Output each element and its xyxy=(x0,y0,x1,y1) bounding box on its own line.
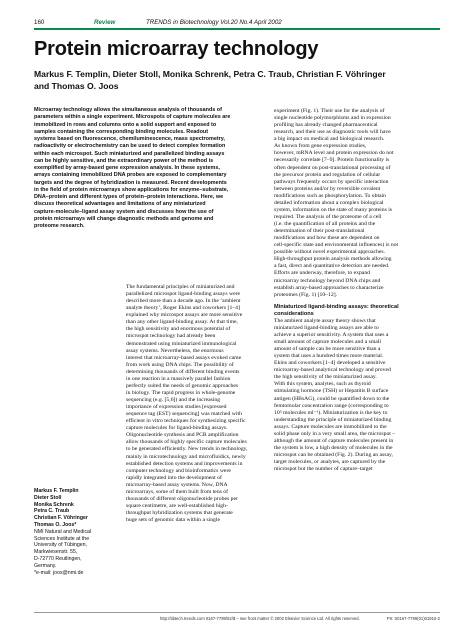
author-line: and Thomas O. Joos xyxy=(34,81,119,91)
body-text-line: a big impact on medical and biological research. xyxy=(274,136,385,143)
abstract-line: arrays containing immobilized DNA probes are exposed to complementary xyxy=(34,172,227,179)
abstract-line: in the field of protein microarrays show applications for enzyme–substrate, xyxy=(34,186,229,193)
body-text-line: microspot technology had already been xyxy=(126,333,216,340)
body-text-line: microspot but the number of capture–target xyxy=(274,466,373,473)
body-text-line: sequencing (e.g. [5,6]) and the increasing xyxy=(126,397,221,403)
body-text-line: achieve a superior sensitivity. A system that uses a xyxy=(274,331,389,338)
article-title: Protein microarray technology xyxy=(34,38,319,60)
body-text-line: assay systems. Nevertheless, the enormous xyxy=(126,347,224,354)
body-text-line: interest that microarray-based assays evoked came xyxy=(126,354,242,361)
affiliation-address-line: Markwiesenstr. 55, xyxy=(34,549,78,556)
body-text-line: pathways frequently occurs by specific interaction xyxy=(274,178,389,185)
body-text-line: cell-specific state and environmental influences) is not xyxy=(274,242,399,249)
affiliation-address-line: Sciences Institute at the xyxy=(34,535,90,542)
body-text-line: modifications and how these are dependent on xyxy=(274,235,380,242)
body-text-line: assays. Capture molecules are immobilized to the xyxy=(274,423,387,430)
body-text-line: in one reaction in a massively parallel fashion xyxy=(126,375,231,382)
body-text-line: The fundamental principles of miniaturized and xyxy=(126,284,235,290)
affiliation-name: Dieter Stoll xyxy=(34,494,62,501)
body-text-line: demonstrated using miniaturized immunological xyxy=(126,340,237,347)
body-text-line: single nucleotide polymorphisms and in expression xyxy=(274,115,391,122)
body-text-line: antigen (HBsAG), could be quantified down to the xyxy=(274,395,390,402)
abstract-line: proteome research. xyxy=(34,223,85,229)
affiliation-name: Monika Schrenk xyxy=(34,501,74,508)
body-text-line: importance of expression studies [expressed xyxy=(126,404,227,411)
body-text-line: however, mRNA level and protein expression do not xyxy=(274,150,394,157)
body-text-line: experiment (Fig. 1). Their use for the analysis of xyxy=(274,108,385,114)
affiliation-address-line: University of Tübingen, xyxy=(34,542,87,549)
body-text-line: solid phase only in a very small area, the microspot – xyxy=(274,430,396,437)
body-text-line: capture molecules for ligand-binding assays. xyxy=(126,425,228,432)
body-text-line: microarray-based analytical technology and proved xyxy=(274,367,391,374)
body-text-line: determination of their post-translational xyxy=(274,228,365,235)
body-text-line: determining thousands of different binding events xyxy=(126,368,240,375)
footer-pii: PII: S0167-7799(01)01910-2 xyxy=(386,616,440,621)
body-text-line: parallelized microspot ligand-binding assays were xyxy=(126,291,241,298)
abstract-line: within each microspot. Such miniaturized and parallelized binding assays xyxy=(34,150,225,157)
body-text-line: a fast, direct and quantitative detection are needed. xyxy=(274,263,390,270)
body-text-line: from work using DNA chips. The possibility of xyxy=(126,361,234,368)
abstract-line: discuss theoretical advantages and limitations of any miniaturized xyxy=(34,201,206,208)
body-text-line: 10⁵ molecules ml⁻¹). Miniaturization is the key to xyxy=(274,409,388,416)
body-text-line: Efforts are underway, therefore, to expand xyxy=(274,270,371,277)
body-text-line: sequence tag (EST) sequencing] was matched with xyxy=(126,411,242,418)
affiliation-address-line: D-72770 Reutlingen, xyxy=(34,555,82,562)
body-text-line: modifications such as phosphorylation. To obtain xyxy=(274,192,386,199)
abstract-line: radioactivity or electrochemistry can be used to detect complex formation xyxy=(34,143,226,150)
body-text-line: the system is low, a high density of molecules in the xyxy=(274,444,393,451)
body-text-line: establish array-based approaches to characterize xyxy=(274,284,384,291)
body-text-line: microarray-based assay systems. Now, DNA xyxy=(126,481,228,488)
body-text-line: amount of sample can be more sensitive than a xyxy=(274,346,381,353)
body-text-line: rapidly integrated into the development of xyxy=(126,474,222,481)
author-affiliation xyxy=(34,488,120,576)
body-text-line: With this system, analytes, such as thyroid xyxy=(274,381,371,388)
body-text-line: system that uses a hundred times more material. xyxy=(274,353,384,360)
body-text-line: understanding the principle of miniaturized binding xyxy=(274,416,392,423)
body-text-line: mainly in microtechnology and microfluidics, newly xyxy=(126,453,246,460)
body-text-line: target molecules, or analytes, are captured by the xyxy=(274,459,386,466)
body-text-line: in biology. The rapid progress in whole-genome xyxy=(126,389,236,396)
affiliation-name: Christian F. Vöhringer xyxy=(34,515,88,522)
body-text-line: As known from gene expression studies, xyxy=(274,143,367,150)
body-text-line: High-throughput protein analysis methods allowing xyxy=(274,256,392,263)
body-text-line: square centimetre, are well-established high- xyxy=(126,502,228,509)
body-text-line: established detection systems and improvements in xyxy=(126,460,243,467)
body-text-line: miniaturized ligand-binding assays are able to xyxy=(274,324,379,331)
abstract-line: capture-molecule–ligand assay system and discusses how the use of xyxy=(34,208,214,215)
abstract-line: can be highly sensitive, and the extraordinary power of the method is xyxy=(34,157,214,164)
body-text-line: possible without novel experimental approaches. xyxy=(274,249,386,256)
body-text-line: allow thousands of highly specific capture molecules xyxy=(126,439,247,446)
section-heading-line: Miniaturized ligand-binding assays: theoretical xyxy=(274,303,399,310)
author-list xyxy=(34,68,440,92)
affiliation-email: *e-mail: joos@nmi.de xyxy=(34,569,84,576)
body-text-line: explained why microspot assays are more sensitive xyxy=(126,312,243,319)
body-text-line: efficient in vitro techniques for synthesizing specific xyxy=(126,418,246,425)
affiliation-name: Markus F. Templin xyxy=(34,488,79,494)
body-text-line: often dependent on post-translational processing of xyxy=(274,164,391,171)
footer-copyright: http://tibtech.trends.com 0167-7799/02/$ – see front matter © 2002 Elsevier Science Ltd. All rights reserved. xyxy=(160,616,360,621)
body-text-line: (i.e. the quantification of all proteins and the xyxy=(274,221,376,227)
body-text-line: proteomes (Fig. 1) [10–12]. xyxy=(274,291,338,298)
body-column-right xyxy=(274,108,444,473)
author-line: Markus F. Templin, Dieter Stoll, Monika Schrenk, Petra C. Traub, Christian F. Vöhringer xyxy=(34,69,386,79)
body-text-line: stimulating hormone (TSH) or Hepatitis B surface xyxy=(274,388,389,395)
section-label: Review xyxy=(94,19,116,26)
body-text-line: small amount of capture molecules and a small xyxy=(274,339,381,345)
abstract xyxy=(34,107,248,230)
body-text-line: the high sensitivity and enormous potential of xyxy=(126,326,231,333)
body-text-line: microarrays, some of them built from tens of xyxy=(126,488,229,495)
body-text-line: to be generated efficiently. New trends in technology, xyxy=(126,446,248,453)
body-text-line: computer technology and bioinformatics were xyxy=(126,467,231,474)
body-text-line: The ambient analyte assay theory shows that xyxy=(274,317,376,324)
affiliation-address xyxy=(34,529,120,570)
body-text-line: although the amount of capture molecules present in xyxy=(274,437,394,444)
body-text-line: profiling has already changed pharmaceutical xyxy=(274,122,378,129)
body-text-line: microarray technology beyond DNA chips and xyxy=(274,277,381,284)
section-heading xyxy=(274,304,444,318)
body-text-line: Oligonucleotide synthesis and PCR amplification xyxy=(126,432,239,439)
body-text-line: microspot can be obtained (Fig. 2). During an assay, xyxy=(274,452,393,458)
journal-citation: TRENDS in Biotechnology Vol.20 No.4 April 2002 xyxy=(146,19,282,26)
abstract-line: Microarray technology allows the simultaneous analysis of thousands of xyxy=(34,107,222,113)
body-column-left xyxy=(126,284,256,524)
body-text-line: described more than a decade ago. In the ‘ambient xyxy=(126,298,241,305)
body-text-line: Ekins and coworkers [1–4] developed a sensitive xyxy=(274,360,386,367)
section-heading-line: considerations xyxy=(274,310,314,317)
abstract-line: samples containing the corresponding binding molecules. Readout xyxy=(34,128,209,135)
abstract-line: parameters within a single experiment. Microspots of capture molecules are xyxy=(34,114,231,121)
body-text-line: huge sets of genomic data within a single xyxy=(126,517,220,524)
footer-rule xyxy=(34,612,440,613)
affiliation-address-line: Germany. xyxy=(34,562,57,569)
body-text-line: the precursor protein and regulation of cellular xyxy=(274,171,381,178)
abstract-line: protein microarrays will change diagnostic methods and genome and xyxy=(34,215,214,222)
affiliation-name: Petra C. Traub xyxy=(34,508,70,515)
header-rule xyxy=(34,28,440,30)
body-text-line: thousands of different oligonucleotide probes per xyxy=(126,495,238,502)
body-text-line: than any other ligand-binding assay. At that time, xyxy=(126,319,238,326)
abstract-line: targets and the degree of hybridization is measured. Recent developments xyxy=(34,179,227,186)
body-text-line: throughput hybridization systems that generate xyxy=(126,510,233,516)
body-text-line: necessarily correlate [7–9]. Protein functionality is xyxy=(274,157,390,164)
abstract-line: systems based on fluorescence, chemiluminescence, mass spectrometry, xyxy=(34,136,225,142)
affiliation-address-line: NMI Natural and Medical xyxy=(34,528,92,535)
body-text-line: required. The analysis of the proteome of a cell xyxy=(274,213,382,220)
abstract-line: DNA–protein and different types of protein–protein interactions. Here, we xyxy=(34,194,224,200)
abstract-line: exemplified by array-based gene expression analysis. In these systems, xyxy=(34,165,220,171)
body-text-line: between proteins and/or by reversible covalent xyxy=(274,185,381,192)
affiliation-name: Thomas O. Joos* xyxy=(34,521,77,528)
body-text-line: research, and their use as diagnostic tools will have xyxy=(274,129,391,136)
abstract-line: immobilized in rows and columns onto a solid support and exposed to xyxy=(34,121,217,128)
body-text-line: analyte theory’, Roger Ekins and coworkers [1–4] xyxy=(126,305,240,312)
body-text-line: perfectly suited the needs of genomic approaches xyxy=(126,382,239,389)
body-text-line: detailed information about a complex biological xyxy=(274,199,384,206)
right-text-top xyxy=(274,108,444,299)
body-text-line: the high sensitivity of the miniaturized assay. xyxy=(274,374,377,381)
body-text-line: femtomolar concentration range (corresponding to xyxy=(274,402,389,409)
right-text-bottom xyxy=(274,318,444,473)
page-number: 160 xyxy=(34,19,45,26)
body-text-line: system, information on the state of many proteins is xyxy=(274,206,392,213)
affiliation-names xyxy=(34,488,120,529)
